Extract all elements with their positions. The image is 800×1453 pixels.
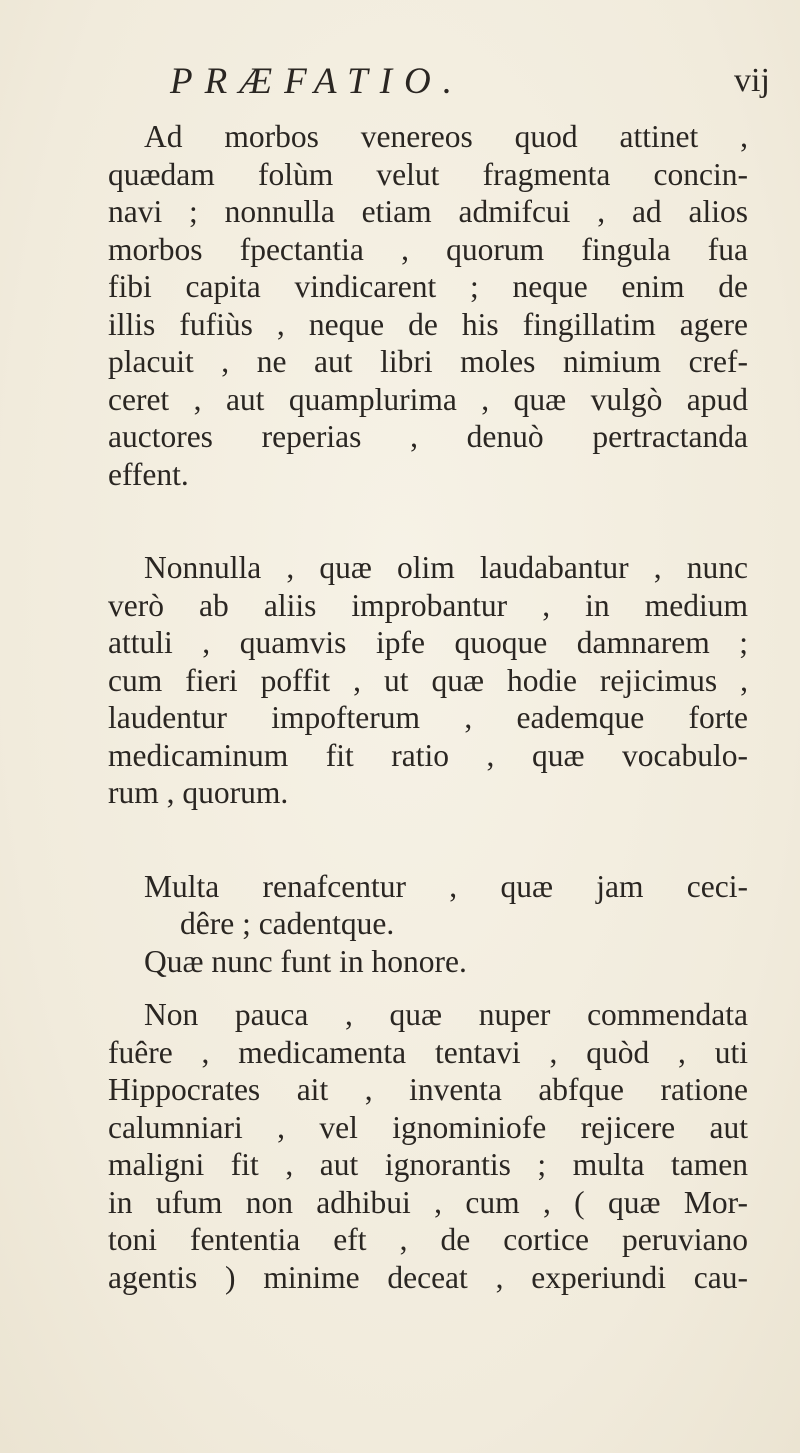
text-line: Hippocrates ait , inventa abfque ratione (108, 1072, 748, 1107)
text-line: placuit , ne aut libri moles nimium cref- (108, 344, 748, 379)
text-line: toni fententia eft , de cortice peruviano (108, 1222, 748, 1257)
text-line: agentis ) minime deceat , experiundi cau- (108, 1259, 748, 1295)
text-line: fuêre , medicamenta tentavi , quòd , uti (108, 1034, 748, 1070)
text-line: Quæ nunc funt in honore. (144, 943, 467, 979)
text-line: in ufum non adhibui , cum , ( quæ Mor- (108, 1184, 748, 1220)
text-line: dêre ; cadentque. (180, 906, 395, 941)
text-line: Nonnulla , quæ olim laudabantur , nunc (144, 550, 748, 585)
text-line: attuli , quamvis ipfe quoque damnarem ; (108, 625, 748, 660)
text-line: rum , quorum. (108, 775, 289, 810)
text-line: maligni fit , aut ignorantis ; multa tamen (108, 1147, 748, 1182)
body-text (108, 118, 748, 1296)
text-line: verò ab aliis improbantur , in medium (108, 587, 748, 623)
quotation (108, 868, 748, 981)
text-line: laudentur impofterum , eademque forte (108, 700, 748, 735)
paragraph-2 (108, 549, 748, 812)
text-line: auctores reperias , denuò pertractanda (108, 419, 748, 454)
text-line: quædam folùm velut fragmenta concin- (108, 156, 748, 192)
text-line: Multa renafcentur , quæ jam ceci- (144, 868, 748, 904)
text-line: Ad morbos venereos quod attinet , (144, 119, 748, 154)
text-line: cum fieri poffit , ut quæ hodie rejicimus , (108, 662, 748, 698)
paragraph-1 (108, 118, 748, 493)
text-line: illis fufiùs , neque de his fingillatim agere (108, 306, 748, 342)
text-line: morbos fpectantia , quorum fingula fua (108, 231, 748, 267)
text-line: navi ; nonnulla etiam admifcui , ad alios (108, 194, 748, 229)
paragraph-4 (108, 996, 748, 1296)
text-line: fibi capita vindicarent ; neque enim de (108, 269, 748, 304)
text-line: medicaminum fit ratio , quæ vocabulo- (108, 737, 748, 773)
page-header (170, 60, 770, 110)
text-line: Non pauca , quæ nuper commendata (144, 997, 748, 1032)
page-number: vij (734, 62, 770, 99)
running-head: PRÆFATIO. (170, 61, 465, 102)
text-line: calumniari , vel ignominiofe rejicere aut (108, 1109, 748, 1145)
text-line: ceret , aut quamplurima , quæ vulgò apud (108, 381, 748, 417)
text-line: effent. (108, 456, 189, 492)
